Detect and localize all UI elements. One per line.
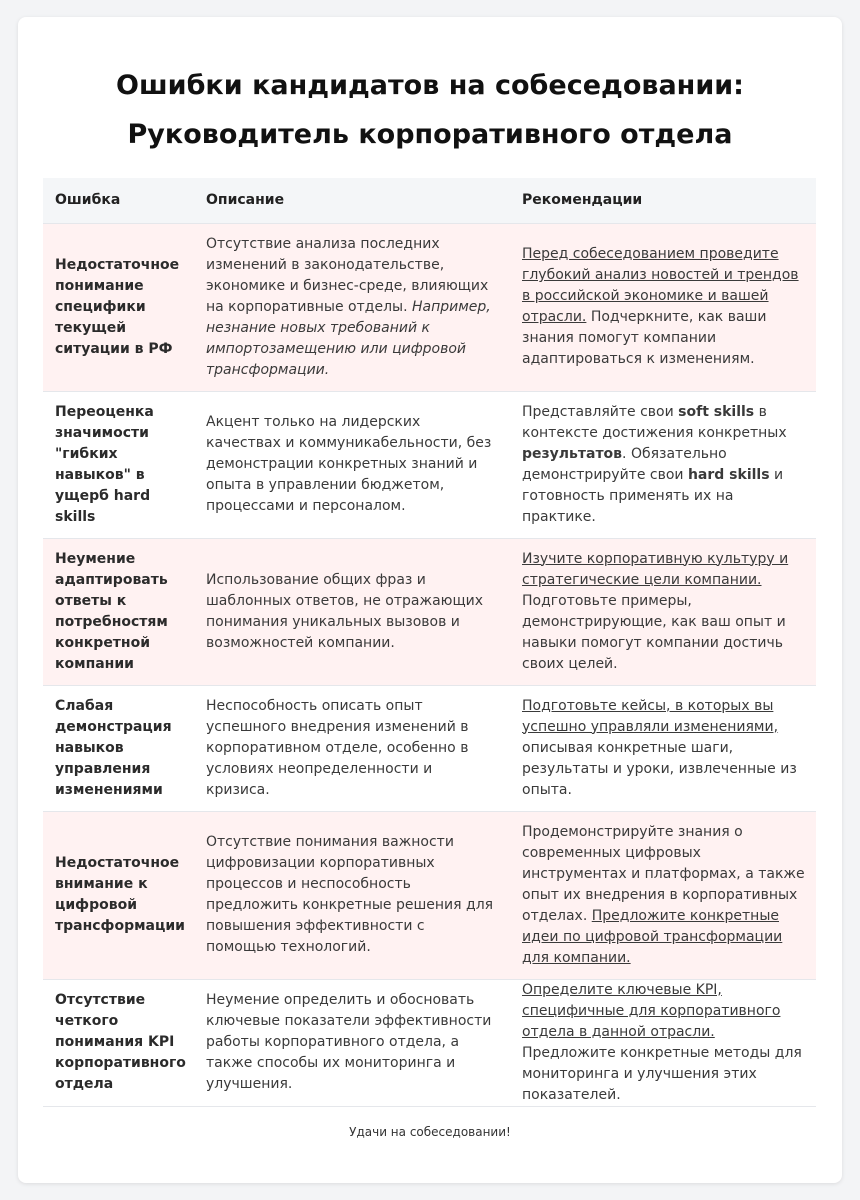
- description-cell: Акцент только на лидерских качествах и коммуникабельности, без демонстрации конкретных знаний и опыта в управлении бюджетом, процессами и персоналом.: [194, 391, 510, 538]
- recommendation-highlight: Определите ключевые KPI, специфичные для корпоративного отдела в данной отрасли.: [522, 981, 781, 1040]
- table-row: [43, 391, 816, 538]
- page-title: [18, 61, 842, 159]
- recommendation-cell: [510, 685, 816, 811]
- table-row: [43, 223, 816, 391]
- recommendation-highlight: Подготовьте кейсы, в которых вы успешно управляли изменениями,: [522, 697, 779, 735]
- recommendation-highlight: Перед собеседованием проведите глубокий анализ новостей и трендов в российской экономике и вашей отрасли.: [522, 246, 799, 325]
- recommendation-highlight: Изучите корпоративную культуру и стратегические цели компании.: [522, 550, 789, 588]
- recommendation-bold: результатов: [522, 445, 623, 462]
- page-title-line-1: Ошибки кандидатов на собеседовании:: [116, 70, 744, 101]
- table-row: [43, 685, 816, 811]
- description-cell: Неумение определить и обосновать ключевые показатели эффективности работы корпоративного отдела, а также способы их мониторинга и улучшения.: [194, 979, 510, 1106]
- recommendation-text: и готовность применять их на практике.: [522, 466, 784, 525]
- recommendation-text: описывая конкретные шаги, результаты и уроки, извлеченные из опыта.: [522, 739, 797, 798]
- recommendation-cell: [510, 538, 816, 685]
- recommendation-bold: soft skills: [678, 403, 755, 420]
- recommendation-cell: [510, 979, 816, 1106]
- recommendation-highlight: Предложите конкретные идеи по цифровой трансформации для компании.: [522, 907, 783, 966]
- recommendation-text: Представляйте свои: [522, 403, 674, 420]
- recommendation-text: в контексте достижения конкретных: [522, 403, 787, 441]
- page-title-line-2: Руководитель корпоративного отдела: [127, 119, 733, 150]
- error-cell: Недостаточное понимание специфики текущей ситуации в РФ: [43, 223, 194, 391]
- recommendation-text: Подчеркните, как ваши знания помогут компании адаптироваться к изменениям.: [522, 309, 767, 367]
- recommendation-cell: [510, 223, 816, 391]
- description-cell: Неспособность описать опыт успешного внедрения изменений в корпоративном отделе, особенно в условиях неопределенности и кризиса.: [194, 685, 510, 811]
- recommendation-text: Подготовьте примеры, демонстрирующие, как ваш опыт и навыки помогут компании достичь своих целей.: [522, 592, 786, 672]
- header-error: Ошибка: [43, 178, 194, 223]
- recommendation-text: . Обязательно демонстрируйте свои: [522, 445, 727, 483]
- table-row: [43, 979, 816, 1106]
- description-cell: [194, 223, 510, 391]
- document-card: [18, 17, 842, 1183]
- recommendation-text: Продемонстрируйте знания о современных цифровых инструментах и платформах, а также опыт их внедрения в корпоративных отделах.: [522, 823, 805, 924]
- error-cell: Отсутствие четкого понимания KPI корпоративного отдела: [43, 979, 194, 1106]
- description-text: Отсутствие анализа последних изменений в законодательстве, экономике и бизнес-среде, влияющих на корпоративные отделы.: [206, 235, 489, 315]
- table-row: [43, 538, 816, 685]
- description-cell: Использование общих фраз и шаблонных ответов, не отражающих понимания уникальных вызовов и возможностей компании.: [194, 538, 510, 685]
- recommendation-bold: hard skills: [687, 466, 770, 483]
- recommendation-cell: [510, 811, 816, 979]
- header-description: Описание: [194, 178, 510, 223]
- error-cell: Слабая демонстрация навыков управления изменениями: [43, 685, 194, 811]
- description-cell: Отсутствие понимания важности цифровизации корпоративных процессов и неспособность предложить конкретные решения для повышения эффективности с помощью технологий.: [194, 811, 510, 979]
- description-example: Например, незнание новых требований к импортозамещению или цифровой трансформации.: [206, 298, 491, 378]
- footer-text: Удачи на собеседовании!: [349, 1125, 511, 1139]
- recommendation-text: Предложите конкретные методы для мониторинга и улучшения этих показателей.: [522, 1044, 802, 1103]
- mistakes-table: [43, 178, 816, 1107]
- error-cell: Недостаточное внимание к цифровой трансформации: [43, 811, 194, 979]
- table-header-row: [43, 178, 816, 223]
- header-recommendations: Рекомендации: [510, 178, 816, 223]
- error-cell: Неумение адаптировать ответы к потребностям конкретной компании: [43, 538, 194, 685]
- table-row: [43, 811, 816, 979]
- recommendation-cell: [510, 391, 816, 538]
- error-cell: Переоценка значимости "гибких навыков" в ущерб hard skills: [43, 391, 194, 538]
